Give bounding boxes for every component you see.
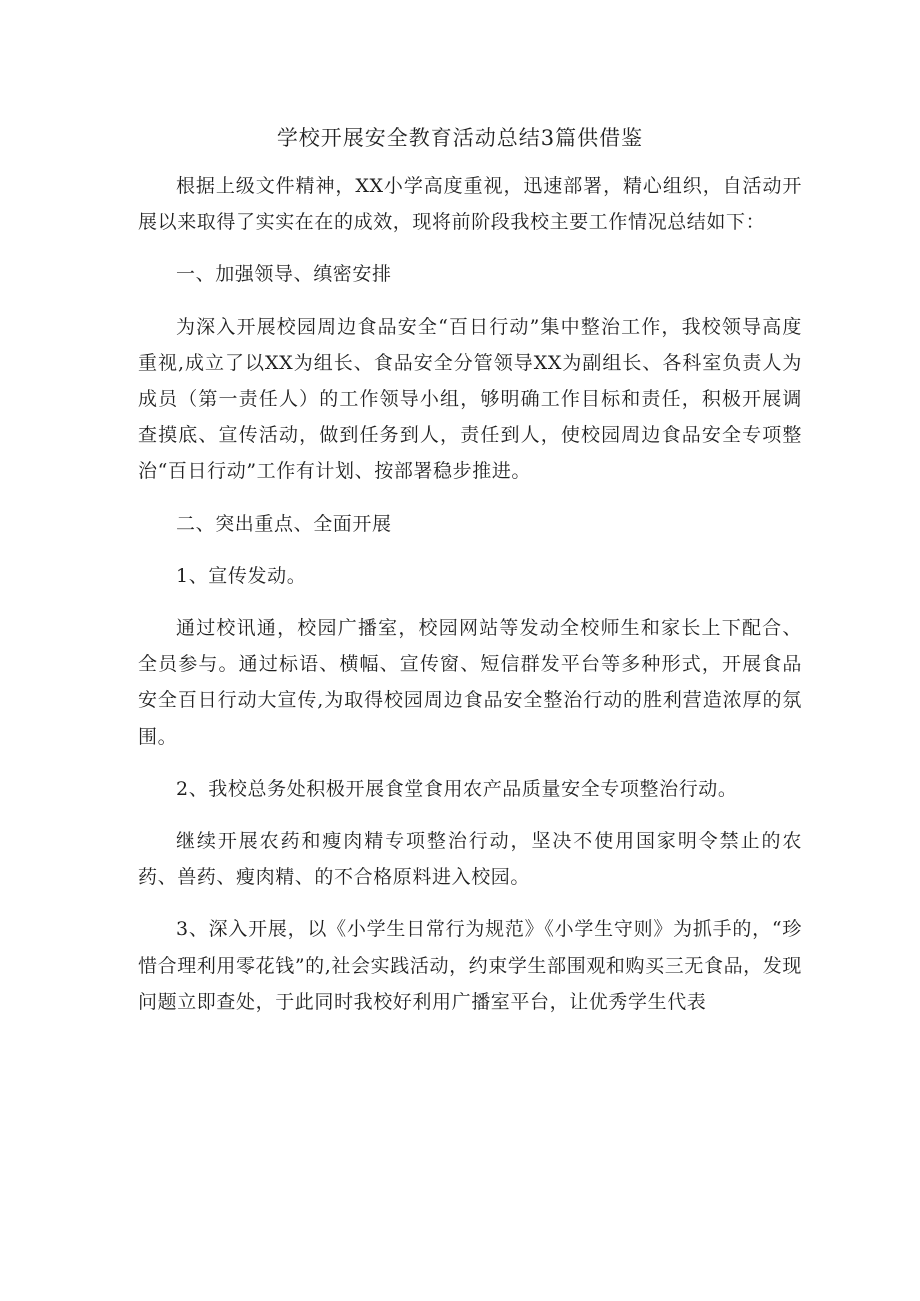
- paragraph-canteen: 继续开展农药和瘦肉精专项整治行动，坚决不使用国家明令禁止的农药、兽药、瘦肉精、的不合格原料进入校园。: [138, 830, 802, 889]
- paragraph-leadership: 为深入开展校园周边食品安全“百日行动”集中整治工作，我校领导高度重视,成立了以XX为组长、食品安全分管领导XX为副组长、各科室负责人为成员（第一责任人）的工作领导小组，够明确工作目标和责任，积极开展调查摸底、宣传活动，做到任务到人，责任到人，使校园周边食品安全专项整治“百日行动”工作有计划、按部署稳步推进。: [138, 315, 802, 483]
- section-heading-leadership: 一、加强领导、缜密安排: [176, 263, 392, 286]
- paragraph-intro: 根据上级文件精神，XX小学高度重视，迅速部署，精心组织，自活动开展以来取得了实实在在的成效，现将前阶段我校主要工作情况总结如下：: [138, 175, 802, 234]
- subheading-canteen: 2、我校总务处积极开展食堂食用农产品质量安全专项整治行动。: [176, 777, 738, 800]
- document-body: [138, 168, 802, 1036]
- subheading-publicity: 1、宣传发动。: [176, 564, 307, 587]
- document-title: 学校开展安全教育活动总结3篇供借鉴: [276, 126, 644, 150]
- paragraph-practice: 3、深入开展，以《小学生日常行为规范》《小学生守则》为抓手的，“珍惜合理利用零花钱”的,社会实践活动，约束学生部围观和购买三无食品，发现问题立即查处，于此同时我校好利用广播室平台，让优秀学生代表: [138, 918, 802, 1013]
- paragraph-publicity: 通过校讯通，校园广播室，校园网站等发动全校师生和家长上下配合、全员参与。通过标语、横幅、宣传窗、短信群发平台等多种形式，开展食品安全百日行动大宣传,为取得校园周边食品安全整治行动的胜利营造浓厚的氛围。: [138, 617, 802, 748]
- section-heading-focus: 二、突出重点、全面开展: [176, 512, 392, 535]
